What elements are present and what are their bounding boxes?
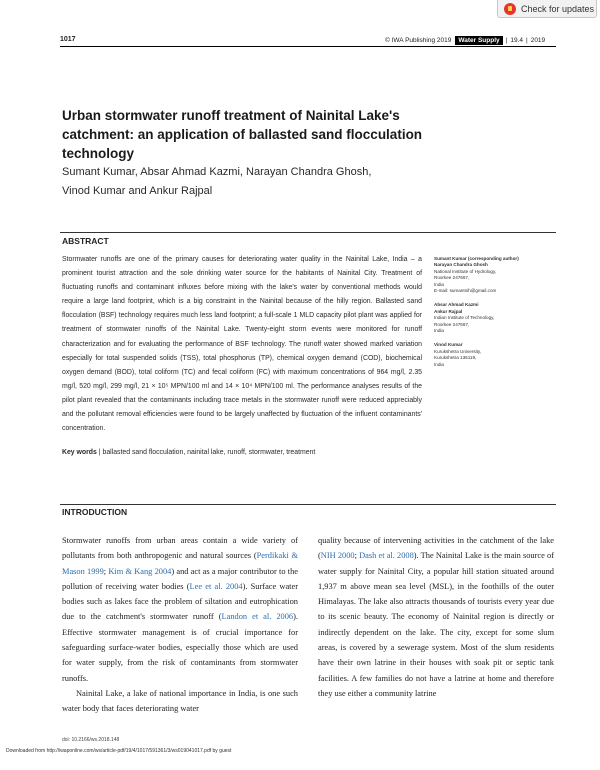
affiliation-line: Roorkee 247667,: [434, 275, 470, 281]
check-for-updates-label: Check for updates: [521, 3, 595, 14]
affiliation-line: Kurukshetra 136119,: [434, 355, 477, 361]
body-text: ;: [354, 551, 360, 561]
header-separator: |: [505, 36, 508, 44]
body-text: ). Surface water bodies such as lakes face the problem of siltation and eutrophication due to the catchment's stormwater runoff (: [62, 581, 298, 622]
abstract-heading: ABSTRACT: [62, 236, 109, 246]
volume-issue: 19.4: [510, 36, 523, 44]
body-column-right: [318, 533, 554, 701]
affiliation-line: Roorkee 247667,: [434, 321, 470, 327]
download-notice: Downloaded from http://iwaponline.com/ws/article-pdf/19/4/1017/591361/3/ws019041017.pdf by guest: [6, 748, 232, 754]
doi-text: doi: 10.2166/ws.2018.148: [62, 737, 120, 743]
keywords-list: | ballasted sand flocculation, nainital lake, runoff, stormwater, treatment: [98, 449, 316, 456]
author-list: Sumant Kumar, Absar Ahmad Kazmi, Narayan Chandra Ghosh, Vinod Kumar and Ankur Rajpal: [62, 166, 372, 197]
page-number: 1017: [60, 36, 76, 43]
abstract-rule: [60, 232, 556, 233]
affiliation-author: Sumant Kumar (corresponding author): [434, 256, 519, 261]
check-for-updates-icon: [504, 3, 516, 15]
keywords-label: Key words: [62, 449, 97, 456]
affiliation-line: India: [434, 361, 444, 367]
keywords: [62, 449, 422, 456]
affiliation-block: [434, 302, 559, 334]
citation-link[interactable]: NIH 2000: [320, 551, 355, 561]
body-text: ). Effective stormwater management is of crucial importance for safeguarding surface-water bodies, especially those which are used for water supply, from the risk of contaminants from stormwater runoffs.: [62, 612, 298, 683]
citation-link[interactable]: Landon et al. 2006: [221, 612, 294, 622]
affiliation-line: National Institute of Hydrology,: [434, 268, 497, 274]
citation-link[interactable]: Dash et al. 2008: [359, 551, 414, 561]
body-text: quality because of intervening activities in the catchment of the lake (: [318, 536, 554, 561]
body-column-left: [62, 533, 298, 717]
check-for-updates-button[interactable]: [497, 0, 597, 18]
citation-link[interactable]: Perdikaki & Mason 1999: [62, 551, 298, 576]
affiliation-author: Narayan Chandra Ghosh: [434, 262, 488, 268]
body-paragraph: [318, 533, 554, 701]
affiliations: [434, 256, 559, 376]
body-paragraph: [62, 533, 298, 686]
citation-link[interactable]: Kim & Kang 2004: [108, 566, 172, 576]
affiliation-line: Indian Institute of Technology,: [434, 315, 495, 321]
abstract-text: Stormwater runoffs are one of the primary causes for deteriorating water quality in the Nainital Lake, India – a prominent tourist attraction and the sole drinking water source for the habitants of Nainital City. Treatment of fluctuating runoffs and contaminant influxes before mixing with the lake's water by conventional methods would require a large land footprint, which is a big constraint in the Nainital because of the hilly region. Ballasted sand flocculation (BSF) technology requires much less land footprint; a full-scale 1 MLD capacity pilot plant was applied for treatment of stormwater runoffs of the Nainital Lake. Twenty-eight storm events were monitored for runoff characterization and for evaluating the performance of BSF technology. The runoff water showed marked variation especially for total suspended solids (TSS), total phosphorus (TP), chemical oxygen demand (COD), biochemical oxygen demand (BOD), total coliform (TC) and fecal coliform (FC) with maximum concentrations of 964 mg/l, 2.35 mg/l, 520 mg/l, 299 mg/l, 21 × 10⁵ MPN/100 ml and 14 × 10⁴ MPN/100 ml. The performance analyses results of the pilot plant revealed that the contaminants including trace metals in the stormwater runoff were reduced appreciably and the pollutant removal efficiencies were found to be largely unaffected by fluctuation of the influent contaminants' concentration.: [62, 256, 422, 433]
body-text: ) and act as a major contributor to the pollution of receiving water bodies (: [62, 566, 298, 591]
affiliation-line: India: [434, 328, 444, 334]
body-text: ;: [103, 566, 109, 576]
body-text: Nainital Lake, a lake of national importance in India, is one such water body that faces deteriorating water: [62, 688, 298, 714]
affiliation-line: Kurukshetra University,: [434, 348, 482, 354]
body-text: ). The Nainital Lake is the main source of water supply for Nainital City, a popular hill station situated around 1,937 m above mean sea level (MSL), in the foothills of the outer Himalayas. The lake also attracts thousands of tourists every year due to its scenic beauty. The economy of Nainital region is directly or indirectly dependent on the lake. The city, except for some slum areas, is covered by a sewerage system. Most of the slum residents have their own latrine in their houses with soak pit or septic tank facilities. A few families do not have a latrine at home and therefore they use either a community latrine: [318, 551, 554, 698]
body-paragraph: [62, 686, 298, 717]
article-title: Urban stormwater runoff treatment of Nainital Lake's catchment: an application of ballasted sand flocculation technology: [62, 108, 423, 161]
header-rule: [60, 46, 556, 47]
affiliation-author: Ankur Rajpal: [434, 308, 463, 314]
copyright-text: © IWA Publishing 2019: [385, 36, 452, 44]
journal-name: Water Supply: [455, 36, 502, 45]
affiliation-block: [434, 256, 559, 294]
running-header: [385, 35, 545, 45]
body-text: Stormwater runoffs from urban areas contain a wide variety of pollutants from both anthropogenic and natural sources (: [62, 536, 298, 561]
affiliation-author: Absar Ahmad Kazmi: [434, 302, 479, 308]
affiliation-line: E-mail: sumantnih@gmail.com: [434, 288, 497, 294]
introduction-heading: INTRODUCTION: [62, 507, 128, 517]
affiliation-author: Vinod Kumar: [434, 342, 463, 348]
publication-year: 2019: [530, 36, 546, 44]
citation-link[interactable]: Lee et al. 2004: [189, 581, 243, 591]
header-separator: |: [526, 36, 528, 44]
introduction-rule: [60, 504, 556, 505]
affiliation-block: [434, 342, 559, 368]
affiliation-line: India: [434, 281, 444, 287]
